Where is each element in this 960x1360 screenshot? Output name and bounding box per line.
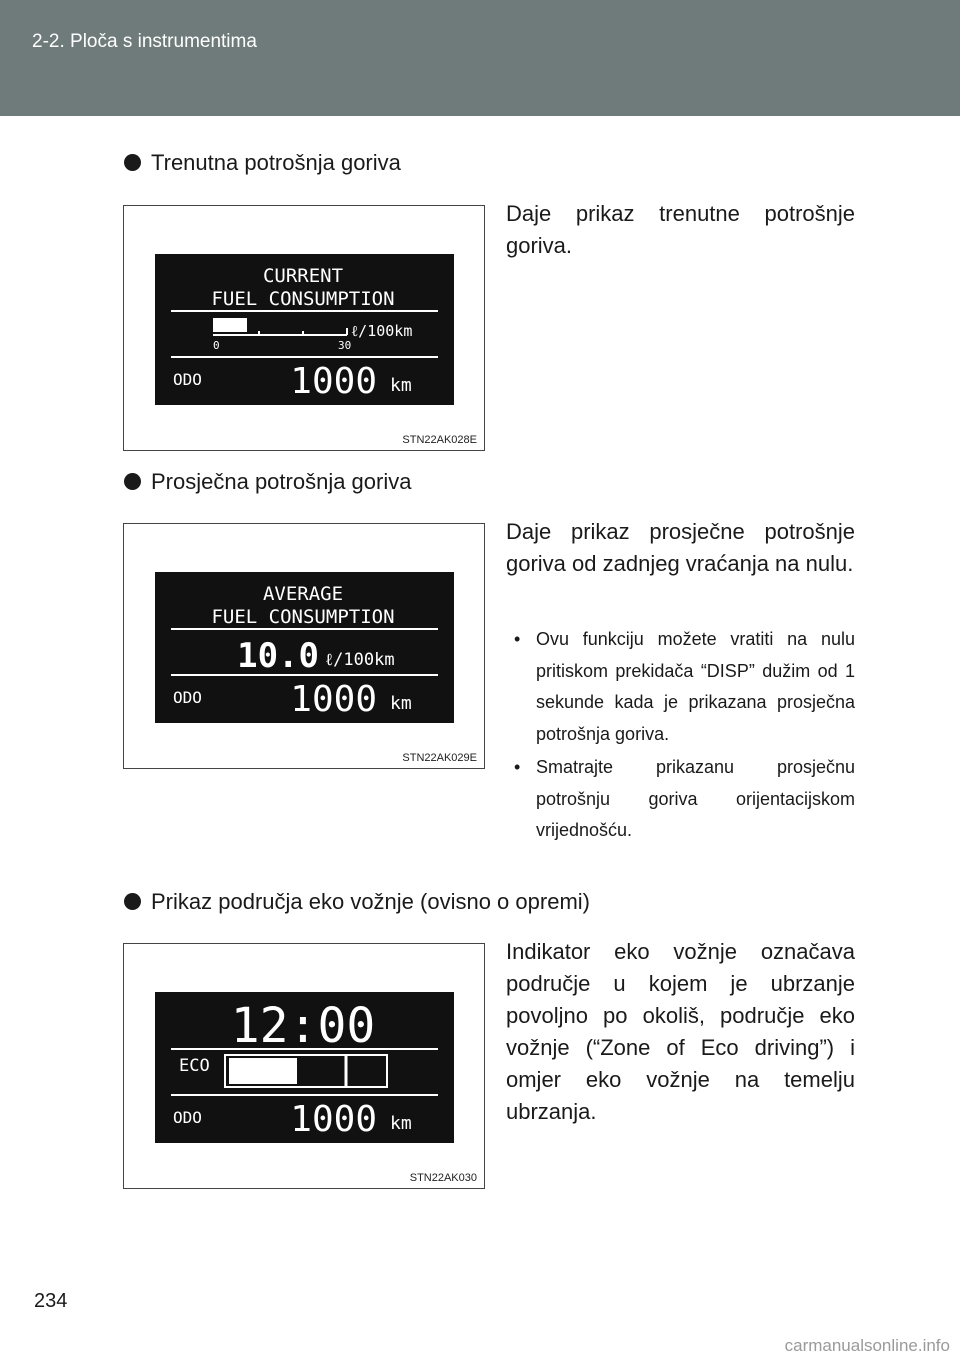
figure-eco-driving bbox=[123, 943, 485, 1189]
odo-value: 1000 bbox=[290, 361, 377, 402]
bullet-icon bbox=[124, 154, 141, 171]
odo-unit: km bbox=[390, 1113, 412, 1134]
figure-average-consumption bbox=[123, 523, 485, 769]
eco-label: ECO bbox=[179, 1056, 210, 1076]
display-screen-eco bbox=[155, 992, 454, 1143]
odo-unit: km bbox=[390, 375, 412, 396]
bullet-icon bbox=[124, 473, 141, 490]
section-title-current-consumption: Trenutna potrošnja goriva bbox=[124, 150, 401, 176]
notes-list bbox=[536, 624, 855, 849]
figure-current-consumption bbox=[123, 205, 485, 451]
chapter-header bbox=[0, 0, 960, 116]
odo-label: ODO bbox=[173, 1108, 202, 1127]
display-line1: CURRENT bbox=[262, 265, 344, 287]
display-line2: FUEL CONSUMPTION bbox=[211, 606, 395, 628]
clock-display: 12:00 bbox=[230, 998, 376, 1054]
chapter-title: 2-2. Ploča s instrumentima bbox=[32, 31, 257, 52]
figure-code: STN22AK030 bbox=[409, 1172, 477, 1184]
display-screen-average bbox=[155, 572, 454, 723]
unit-label: ℓ/100km bbox=[325, 650, 395, 670]
consumption-bar bbox=[213, 318, 247, 332]
display-line1: AVERAGE bbox=[262, 583, 344, 605]
section-title-average-consumption: Prosječna potrošnja goriva bbox=[124, 469, 411, 495]
page-number: 234 bbox=[34, 1290, 68, 1312]
odo-label: ODO bbox=[173, 688, 202, 707]
average-value: 10.0 bbox=[237, 636, 319, 676]
watermark: carmanualsonline.info bbox=[784, 1336, 950, 1355]
display-screen-current bbox=[155, 254, 454, 405]
section-title-eco-driving: Prikaz područja eko vožnje (ovisno o opremi) bbox=[124, 889, 590, 915]
odo-unit: km bbox=[390, 693, 412, 714]
eco-ratio-bar bbox=[229, 1058, 297, 1084]
scale-max: 30 bbox=[338, 339, 352, 352]
note-item: • Smatrajte prikazanu prosječnu potrošnju goriva orijentacijskom vrijednošću. bbox=[536, 752, 855, 847]
display-line2: FUEL CONSUMPTION bbox=[211, 288, 395, 310]
section-description: Daje prikaz trenutne potrošnje goriva. bbox=[506, 201, 855, 258]
bullet-icon bbox=[124, 893, 141, 910]
unit-label: ℓ/100km bbox=[351, 322, 413, 340]
scale-min: 0 bbox=[213, 339, 220, 352]
note-item: • Ovu funkciju možete vratiti na nulu pritiskom prekidača “DISP” dužim od 1 sekunde kada je prikazana prosječna potrošnja goriva. bbox=[536, 624, 855, 750]
odo-label: ODO bbox=[173, 370, 202, 389]
odo-value: 1000 bbox=[290, 1099, 377, 1140]
section-description: Indikator eko vožnje označava područje u kojem je ubrzanje povoljno po okoliš, područje eko vožnje (“Zone of Eco driving”) i omjer eko vožnje na temelju ubrzanja. bbox=[506, 939, 855, 1124]
odo-value: 1000 bbox=[290, 679, 377, 720]
figure-code: STN22AK028E bbox=[402, 434, 477, 446]
figure-code: STN22AK029E bbox=[402, 752, 477, 764]
section-description: Daje prikaz prosječne potrošnje goriva od zadnjeg vraćanja na nulu. bbox=[506, 519, 855, 576]
